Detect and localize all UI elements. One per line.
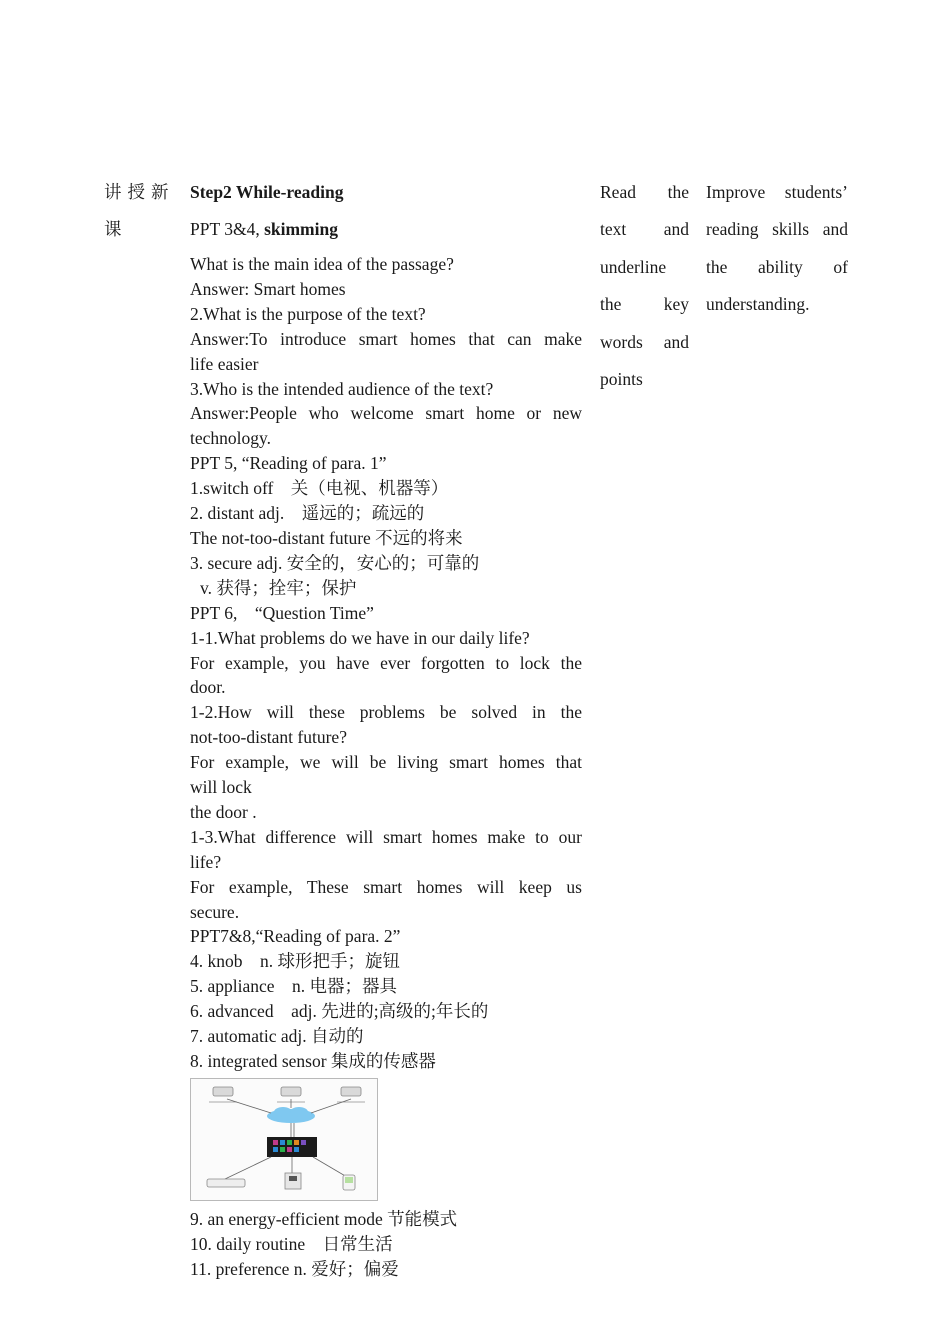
content-line: Answer:To introduce smart homes that can make	[190, 328, 582, 349]
section-label-line-1: 讲授新	[104, 182, 175, 202]
content-line: 2. distant adj. 遥远的；疏远的	[190, 503, 425, 524]
content-line: 10. daily routine 日常生活	[190, 1233, 393, 1254]
activity-line: underline	[600, 256, 667, 277]
content-line: 4. knob n. 球形把手；旋钮	[190, 951, 400, 972]
purpose-line: the ability of	[706, 256, 848, 277]
content-lines-after	[190, 1207, 582, 1282]
content-line: 1-2.How will these problems be solved in the	[190, 702, 582, 723]
content-line: 2.What is the purpose of the text?	[190, 303, 426, 324]
content-line: 7. automatic adj. 自动的	[190, 1026, 364, 1047]
ppt-prefix: PPT 3&4,	[190, 219, 265, 239]
content-line: 3. secure adj. 安全的，安心的；可靠的	[190, 552, 480, 573]
content-line: not-too-distant future?	[190, 727, 347, 748]
content-line: the door .	[190, 801, 257, 822]
content-line: Answer: Smart homes	[190, 278, 346, 299]
teaching-purpose	[706, 174, 848, 324]
purpose-line: reading skills and	[706, 219, 848, 240]
content-line: v. 获得；拴牢；保护	[200, 577, 357, 598]
content-line: 8. integrated sensor 集成的传感器	[190, 1051, 436, 1071]
content-line: 1-1.What problems do we have in our daily life?	[190, 627, 530, 648]
purpose-line: understanding.	[706, 294, 810, 315]
ppt-skimming: skimming	[264, 219, 338, 239]
content-line: For example, we will be living smart homes that	[190, 752, 582, 773]
step-heading: Step2 While-reading	[190, 182, 344, 202]
content-line: door.	[190, 677, 226, 698]
activity-line: the key	[600, 294, 689, 315]
activity-line: text and	[600, 219, 689, 240]
ppt-skimming-line	[190, 211, 582, 248]
purpose-line: Improve students’	[706, 182, 848, 202]
content-line: The not-too-distant future 不远的将来	[190, 527, 463, 548]
content-line: PPT 6, “Question Time”	[190, 602, 374, 623]
content-line: For example, you have ever forgotten to lock the	[190, 652, 582, 673]
content-line: PPT7&8,“Reading of para. 2”	[190, 926, 401, 947]
section-label-line-2: 课	[104, 219, 128, 239]
content-lines	[190, 252, 582, 1074]
content-line: 3.Who is the intended audience of the text?	[190, 378, 494, 399]
content-line: Answer:People who welcome smart home or new	[190, 403, 582, 424]
activity-line: words and	[600, 331, 689, 352]
activity-line: Read the	[600, 182, 689, 202]
student-activity	[600, 174, 689, 398]
content-line: 11. preference n. 爱好；偏爱	[190, 1258, 399, 1279]
content-line: 6. advanced adj. 先进的;高级的;年长的	[190, 1001, 489, 1022]
section-label	[104, 174, 178, 248]
content-line: will lock	[190, 777, 252, 798]
smart-home-diagram	[190, 1078, 378, 1201]
lesson-content	[190, 174, 582, 1282]
smart-home-network-diagram-icon	[191, 1079, 377, 1200]
content-line: For example, These smart homes will keep us	[190, 876, 582, 897]
content-line: technology.	[190, 428, 271, 449]
content-line: life?	[190, 851, 222, 872]
content-line: What is the main idea of the passage?	[190, 254, 454, 274]
content-line: PPT 5, “Reading of para. 1”	[190, 453, 387, 474]
content-line: 1-3.What difference will smart homes make to our	[190, 826, 582, 847]
content-line: 1.switch off 关（电视、机器等）	[190, 478, 449, 499]
content-line: 9. an energy-efficient mode 节能模式	[190, 1208, 458, 1229]
content-line: 5. appliance n. 电器；器具	[190, 976, 398, 997]
content-line: secure.	[190, 901, 240, 922]
activity-line: points	[600, 369, 643, 390]
content-line: life easier	[190, 353, 259, 374]
